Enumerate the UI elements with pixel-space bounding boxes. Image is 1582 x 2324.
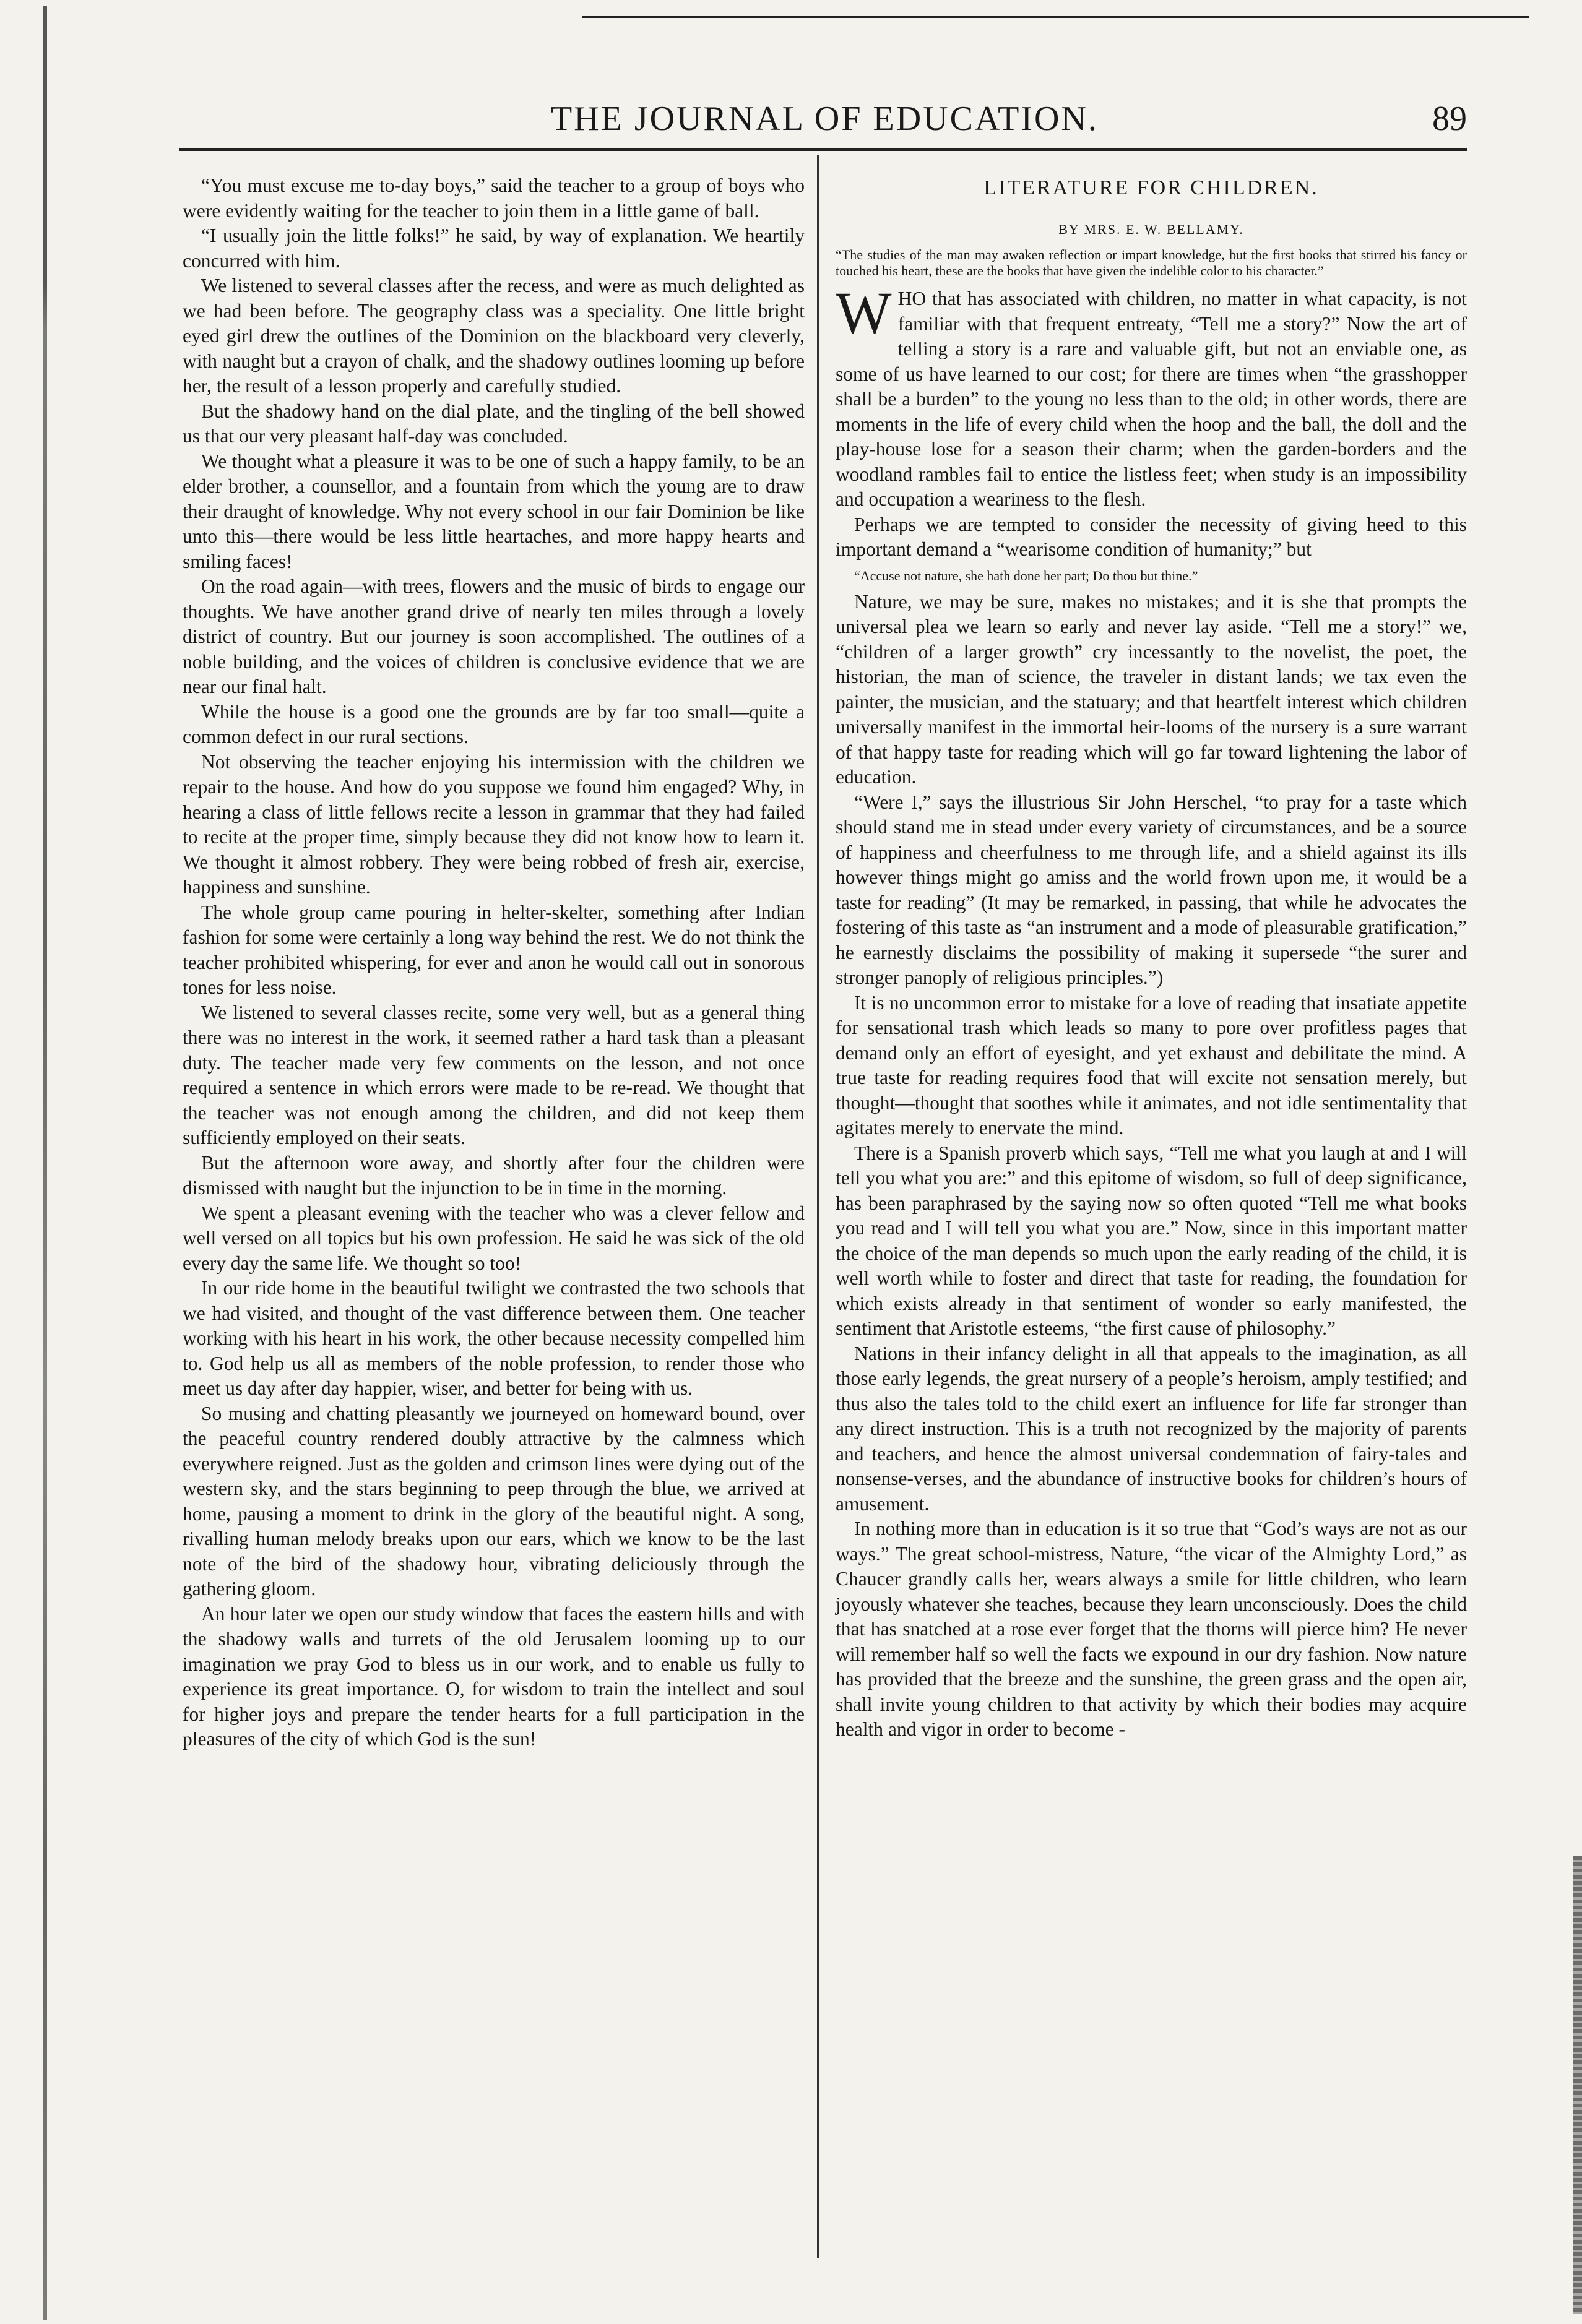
- paragraph: But the afternoon wore away, and shortly after four the children were dismissed with naught but the injunction to be in time in the morning.: [183, 1151, 805, 1199]
- right-page-edge: [1573, 1856, 1582, 2314]
- page-binding-edge: [19, 6, 74, 2320]
- article-byline: BY MRS. E. W. BELLAMY.: [1058, 221, 1244, 237]
- paragraph: Nature, we may be sure, makes no mistakes; and it is she that prompts the universal plea we learn so early and never lay aside. “Tell me a story!” we, “children of a larger growth” cry incessantly to the novelist, the poet, the historian, the man of science, the traveler in distant lands; we tax even the painter, the musician, and the statuary; and that heartfelt interest which children universally manifest in the immortal heir-looms of the nursery is a sure warrant of that happy taste for reading which will go far toward lightening the labor of education.: [836, 590, 1467, 788]
- paragraph: On the road again—with trees, flowers and the music of birds to engage our thoughts. We have another grand drive of nearly ten miles through a lovely district of country. But our journey is soon accomplished. The outlines of a noble building, and the voices of children is conclusive evidence that we are near our final halt.: [183, 575, 805, 697]
- paragraph: We spent a pleasant evening with the teacher who was a clever fellow and well versed on all topics but his own profession. He said he was sick of the old every day the same life. We thought so too!: [183, 1202, 805, 1274]
- paragraph: But the shadowy hand on the dial plate, and the tingling of the bell showed us that our very pleasant half-day was concluded.: [183, 400, 805, 447]
- opening-paragraph-text: HO that has associated with children, no matter in what capacity, is not familiar with that frequent entreaty, “Tell me a story?” Now the art of telling a story is a rare and valuable gift, but not an enviable one, as some of us have learned to our cost; for there are times when “the grasshopper shall be a burden” to the young no less than to the old; in other words, there are moments in the life of every child when the hoop and the ball, the doll and the play-house lose for a season their charm; when the garden-borders and the woodland rambles fail to entice the listless feet; when study is an impossibility and occupation a weariness to the flesh.: [836, 288, 1467, 510]
- binding-line: [43, 6, 47, 2320]
- paragraph: “You must excuse me to-day boys,” said the teacher to a group of boys who were evidently waiting for the teacher to join them in a little game of ball.: [183, 174, 805, 222]
- paragraph: “I usually join the little folks!” he said, by way of explanation. We heartily concurred with him.: [183, 225, 805, 272]
- drop-cap: W: [836, 280, 892, 346]
- page-number: 89: [1432, 100, 1467, 138]
- paragraph: In our ride home in the beautiful twilight we contrasted the two schools that we had visited, and thought of the vast difference between them. One teacher working with his heart in his work, the other because necessity compelled him to. God help us all as members of the noble profession, to render those who meet us day after day happier, wiser, and better for being with us.: [183, 1277, 805, 1399]
- paragraph: Not observing the teacher enjoying his intermission with the children we repair to the house. And how do you suppose we found him engaged? Why, in hearing a class of little fellows recite a lesson in grammar that they had failed to recite at the proper time, simply because they did not know how to learn it. We thought it almost robbery. They were being robbed of fresh air, exercise, happiness and sunshine.: [183, 751, 805, 898]
- paragraph: We listened to several classes after the recess, and were as much delighted as we had been before. The geography class was a speciality. One little bright eyed girl drew the outlines of the Dominion on the blackboard very cleverly, with naught but a crayon of chalk, and the shadowy outlines looming up before her, the result of a lesson properly and carefully studied.: [183, 275, 805, 397]
- left-column: [183, 173, 805, 1752]
- paragraph: In nothing more than in education is it so true that “God’s ways are not as our ways.” The great school-mistress, Nature, “the vicar of the Almighty Lord,” as Chaucer grandly calls her, wears always a smile for little children, who learn joyously whatever she teaches, because they learn unconsciously. Does the child that has snatched at a rose ever forget that the thorns will pierce him? He never will remember half so well the facts we expound in our dry fashion. Now nature has provided that the breeze and the sunshine, the green grass and the open air, shall invite young children to that activity by which their bodies may acquire health and vigor in order to become -: [836, 1518, 1467, 1740]
- quoted-verse: “Accuse not nature, she hath done her part; Do thou but thine.”: [854, 567, 1198, 583]
- paragraph: We thought what a pleasure it was to be one of such a happy family, to be an elder brother, a counsellor, and a fountain from which the young are to draw their draught of knowledge. Why not every school in our fair Dominion be like unto this—there would be less little heartaches, and more happy hearts and smiling faces!: [183, 450, 805, 572]
- paragraph: Perhaps we are tempted to consider the necessity of giving heed to this important demand a “wearisome condition of humanity;” but: [836, 513, 1467, 560]
- article-epigraph: “The studies of the man may awaken reflection or impart knowledge, but the first books that stirred his fancy or touched his heart, these are the books that have given the indelible color to his character.”: [836, 247, 1467, 278]
- header-rule: [179, 148, 1467, 151]
- article-title: LITERATURE FOR CHILDREN.: [983, 176, 1319, 199]
- paragraph: It is no uncommon error to mistake for a love of reading that insatiate appetite for sensational trash which leads so many to pore over profitless pages that demand only an effort of eyesight, and yet exhaust and debilitate the mind. A true taste for reading requires food that will excite not sensation merely, but thought—thought that soothes while it animates, and not idle sentimentality that agitates merely to enervate the mind.: [836, 991, 1467, 1138]
- right-column: [836, 173, 1467, 1742]
- paragraph: We listened to several classes recite, some very well, but as a general thing there was no interest in the work, it seemed rather a hard task than a pleasant duty. The teacher made very few comments on the lesson, and not once required a sentence in which errors were made to be re-read. We thought that the teacher was not enough among the children, and did not keep them sufficiently employed on their seats.: [183, 1001, 805, 1148]
- paragraph: So musing and chatting pleasantly we journeyed on homeward bound, over the peaceful country rendered doubly attractive by the calmness which everywhere reigned. Just as the golden and crimson lines were dying out of the western sky, and the stars beginning to peep through the blue, we arrived at home, pausing a moment to drink in the glory of the beautiful night. A song, rivalling human melody breaks upon our ears, which we know to be the last note of the bird of the shadowy hour, vibrating deliciously through the gathering gloom.: [183, 1402, 805, 1599]
- paragraph: “Were I,” says the illustrious Sir John Herschel, “to pray for a taste which should stand me in stead under every variety of circumstances, and be a source of happiness and cheerfulness to me through life, and a shield against its ills however things might go amiss and the world frown upon me, it would be a taste for reading” (It may be remarked, in passing, that while he advocates the fostering of this taste as “an instrument and a mode of pleasurable gratification,” he earnestly disclaims the possibility of making it supersede “the surer and stronger panoply of religious principles.”): [836, 791, 1467, 988]
- column-divider: [817, 155, 819, 2258]
- paragraph: Nations in their infancy delight in all that appeals to the imagination, as all those early legends, the great nursery of a people’s heroism, amply testified; and thus also the tales told to the child exert an influence for life far stronger than any direct instruction. This is a truth not recognized by the majority of parents and teachers, and hence the almost universal condemnation of fairy-tales and nonsense-verses, and the abundance of instructive books for children’s hours of amusement.: [836, 1342, 1467, 1515]
- opening-paragraph: [836, 280, 1467, 512]
- paragraph: The whole group came pouring in helter-skelter, something after Indian fashion for some were certainly a long way behind the rest. We do not think the teacher prohibited whispering, for ever and anon he would call out in sonorous tones for less noise.: [183, 901, 805, 998]
- top-rule: [582, 16, 1529, 18]
- journal-title: THE JOURNAL OF EDUCATION.: [551, 100, 1099, 138]
- paragraph: While the house is a good one the grounds are by far too small—quite a common defect in our rural sections.: [183, 700, 805, 747]
- paragraph: An hour later we open our study window that faces the eastern hills and with the shadowy walls and turrets of the old Jerusalem looming up to our imagination we pray God to bless us in our work, and to enable us fully to experience its great importance. O, for wisdom to train the intellect and soul for higher joys and prepare the tender hearts for a full participation in the pleasures of the city of which God is the sun!: [183, 1603, 805, 1750]
- paragraph: There is a Spanish proverb which says, “Tell me what you laugh at and I will tell you what you are:” and this epitome of wisdom, so full of deep significance, has been paraphrased by the saying now so often quoted “Tell me what books you read and I will tell you what you are.” Now, since in this important matter the choice of the man depends so much upon the early reading of the child, it is well worth while to foster and direct that taste for reading, the foundation for which exists already in that sentiment of wonder so early manifested, the sentiment that Aristotle esteems, “the first cause of philosophy.”: [836, 1142, 1467, 1339]
- page-header: [167, 99, 1467, 148]
